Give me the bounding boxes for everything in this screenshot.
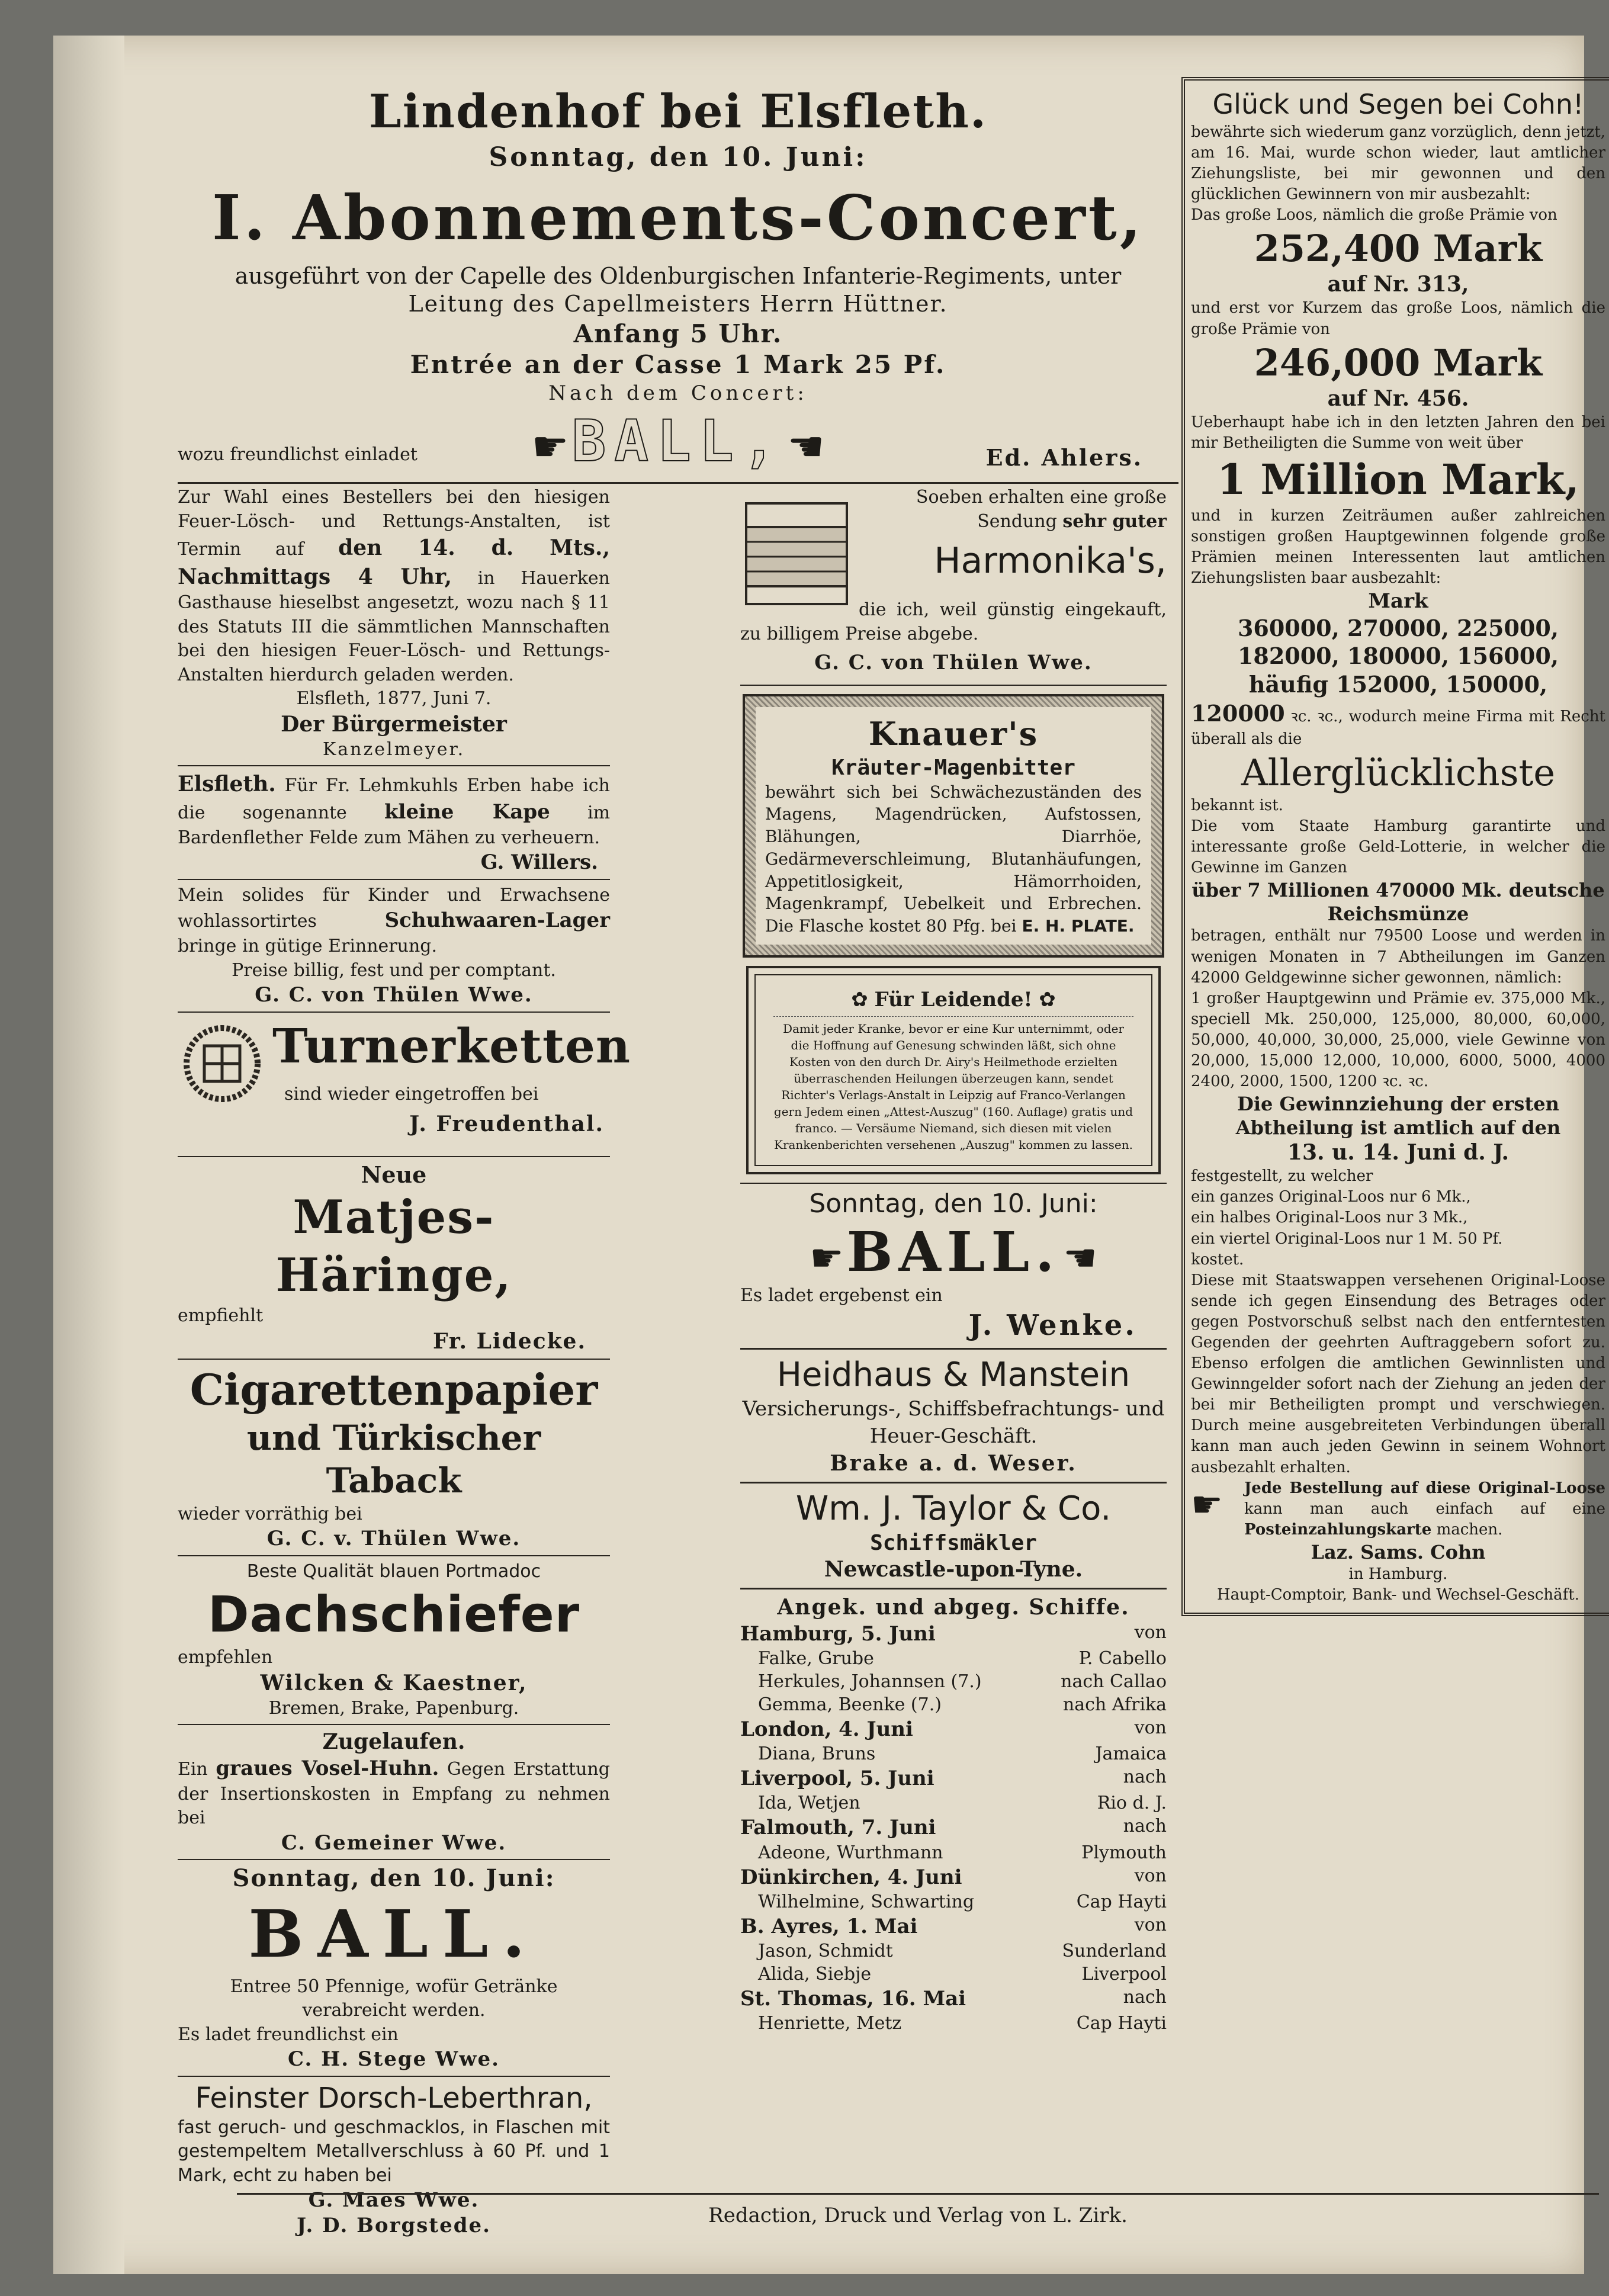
cohn-text-8: Die vom Staate Hamburg garantirte und interessante große Geld-Lotterie, in welcher die Gewinne im Ganzen: [1191, 817, 1605, 877]
willers-text-1: Für Fr. Lehmkuhls Erben habe ich die sogenannte: [178, 775, 610, 823]
ship-row: [740, 1864, 1167, 1890]
lindenhof-signer: Ed. Ahlers.: [985, 444, 1143, 471]
ship-row-left: Wilhelmine, Schwarting: [758, 1891, 975, 1912]
concert-start: Anfang 5 Uhr.: [573, 319, 783, 348]
ship-row-left: Falmouth, 7. Juni: [740, 1816, 936, 1840]
harmonika-text-1: Soeben erhalten eine große Sendung: [916, 487, 1167, 532]
flower-icon: ✿: [1039, 988, 1056, 1012]
dach-text-2: empfehlen: [178, 1647, 273, 1668]
dorsch-signer-1: G. Maes Wwe.: [308, 2188, 480, 2212]
heidhaus-place: Brake a. d. Weser.: [830, 1450, 1077, 1476]
knauer-title: Knauer's: [868, 715, 1039, 753]
harmonika-title: Harmonika's,: [934, 540, 1167, 582]
harmonika-text-2: die ich, weil günstig eingekauft, zu billigem Preise abgebe.: [740, 599, 1167, 644]
ship-row: [740, 1963, 1167, 1986]
taylor-title: Wm. J. Taylor & Co.: [795, 1489, 1112, 1528]
ship-row: [740, 1913, 1167, 1939]
cohn-text-11: festgestellt, zu welcher: [1191, 1167, 1373, 1186]
cohn-bestellung: [1191, 1478, 1605, 1540]
pointing-hand-right-icon: ☛: [1191, 1483, 1223, 1526]
willers-town: Elsfleth.: [178, 772, 276, 797]
notice-place: Elsfleth, 1877, Juni 7.: [296, 688, 492, 709]
cohn-bestellung-1: Jede Bestellung auf diese Original-Loose: [1244, 1479, 1605, 1497]
cohn-ziehung-2: 13. u. 14. Juni d. J.: [1287, 1140, 1510, 1165]
schuh-text-2: bringe in gütige Erinnerung.: [178, 936, 438, 957]
ship-row-right: Plymouth: [1081, 1842, 1167, 1863]
divider: [178, 1011, 610, 1013]
pointing-hand-left-icon: ☚: [787, 422, 825, 471]
dach-signer: Wilcken & Kaestner,: [260, 1670, 528, 1695]
ball3-signer: J. Wenke.: [968, 1309, 1137, 1343]
cohn-mark: Mark: [1368, 589, 1428, 614]
schiffe-title: Angek. und abgeg. Schiffe.: [777, 1594, 1130, 1620]
cohn-ad: [1181, 77, 1609, 1616]
leidende-text: Damit jeder Kranke, bevor er eine Kur unternimmt, oder die Hoffnung auf Genesung schwinden läßt, sich ohne Kosten von den durch Dr. Airy's Heilmethode erzielten überraschenden Heilungen überzeugen kann, sendet Richter's Verlags-Anstalt in Leipzig auf Franco-Verlangen gern Jedem einen „Attest-Auszug" (160. Auflage) gratis und franco. — Versäume Niemand, sich diesen mit vielen Krankenberichten versehenen „Auszug" kommen zu lassen.: [773, 1021, 1133, 1152]
ship-row-left: Diana, Bruns: [758, 1743, 876, 1765]
knauer-subtitle: Kräuter-Magenbitter: [831, 755, 1075, 780]
notice-office: Der Bürgermeister: [281, 711, 507, 737]
turnerketten-title: Turnerketten: [272, 1017, 631, 1074]
dach-text-1: Beste Qualität blauen Portmadoc: [246, 1560, 541, 1582]
ship-row: [740, 1716, 1167, 1742]
ship-row-left: Dünkirchen, 4. Juni: [740, 1865, 962, 1889]
cohn-text-7: bekannt ist.: [1191, 797, 1283, 815]
ship-row-left: Hamburg, 5. Juni: [740, 1621, 936, 1646]
divider: [178, 1359, 610, 1360]
ship-row-right: nach Callao: [1061, 1671, 1167, 1693]
ship-row: [740, 1939, 1167, 1963]
ship-row-left: Henriette, Metz: [758, 2013, 902, 2034]
cohn-text-3: und erst vor Kurzem das große Loos, nämlich die große Prämie von: [1191, 299, 1605, 338]
ship-row-left: B. Ayres, 1. Mai: [740, 1914, 918, 1938]
divider: [178, 1724, 610, 1725]
concert-after: Nach dem Concert:: [548, 381, 808, 405]
divider: [178, 879, 610, 880]
schuh-text-1: Mein solides für Kinder und Erwachsene wohlassortirtes: [178, 884, 610, 932]
cigaretten-text: wieder vorräthig bei: [178, 1503, 362, 1524]
pointing-hand-left-icon: ☚: [1063, 1236, 1097, 1280]
knauer-signer: E. H. PLATE.: [1022, 916, 1135, 936]
divider: [740, 685, 1167, 686]
knauer-text: bewährt sich bei Schwächezuständen des Magens, Magendrücken, Aufstossen, Blähungen, Diarrhöe, Gedärmeverschleimung, Blutanhäufungen, Appetitlosigkeit, Hämorrhoiden, Magenkrampf, Uebelkeit und Erbrechen. Die Flasche kostet 80 Pfg. bei: [765, 782, 1142, 936]
ship-row-right: Cap Hayti: [1076, 2013, 1167, 2034]
cohn-allergluecklich: Allerglücklichste: [1241, 750, 1556, 794]
ship-row: [740, 1621, 1167, 1647]
turnerketten-text: sind wieder eingetroffen bei: [284, 1083, 539, 1104]
ball2-text-1: Entree 50 Pfennige, wofür Getränke verabreicht werden.: [230, 1976, 558, 2021]
ball2-signer: C. H. Stege Wwe.: [288, 2047, 500, 2072]
concert-entry: Entrée an der Casse 1 Mark 25 Pf.: [410, 350, 946, 379]
ship-row-left: Jason, Schmidt: [758, 1940, 893, 1961]
cohn-numbers-4: 120000: [1191, 700, 1285, 727]
dorsch-text: fast geruch- und geschmacklos, in Flaschen mit gestempeltem Metallverschluss à 60 Pf. und 1 Mark, echt zu haben bei: [178, 2117, 610, 2186]
dach-title: Dachschiefer: [207, 1585, 580, 1644]
ship-row-right: von: [1134, 1914, 1167, 1935]
harmonika-bold: sehr guter: [1062, 510, 1167, 532]
ship-row: [740, 1841, 1167, 1864]
leidende-ad: [746, 966, 1161, 1174]
cigaretten-title: Cigarettenpapier: [190, 1364, 598, 1415]
cohn-ziehung-1: Die Gewinnziehung der ersten Abtheilung ist amtlich auf den: [1235, 1093, 1561, 1139]
cohn-text-10: 1 großer Hauptgewinn und Prämie ev. 375,000 Mk., speciell Mk. 250,000, 125,000, 80,000, 60,000, 50,000, 40,000, 30,000, 25,000, viele Gewinne von 20,000, 15,000 12,000, 10,000, 6000, 5000, 4000 2400, 2000, 1500, 1200 ꝛc. ꝛc.: [1191, 989, 1605, 1091]
pointing-hand-right-icon: ☛: [810, 1236, 844, 1280]
cohn-footer: Haupt-Comptoir, Bank- und Wechsel-Geschäft.: [1216, 1586, 1580, 1604]
divider: [237, 2193, 1599, 2195]
willers-text-2: im Bardenflether Felde zum Mähen zu verheuern.: [178, 802, 611, 848]
cohn-numbers-1: 360000, 270000, 225000,: [1237, 614, 1559, 641]
harmonika-signer: G. C. von Thülen Wwe.: [814, 651, 1093, 675]
ball3-title: BALL.: [846, 1219, 1061, 1284]
harmonika-icon: [740, 486, 853, 610]
divider: [773, 1016, 1133, 1017]
divider: [178, 1859, 610, 1860]
zugelaufen-text-2: Gegen Erstattung der Insertionskosten in Empfang zu nehmen bei: [178, 1759, 610, 1829]
lindenhof-title: Lindenhof bei Elsfleth.: [368, 85, 988, 139]
ship-row: [740, 1765, 1167, 1791]
cohn-text-1: bewährte sich wiederum ganz vorzüglich, denn jetzt, am 16. Mai, wurde schon wieder, laut amtlicher Ziehungsliste, bei mir gewonnen und den glücklichen Gewinnern von mir ausbezahlt:: [1191, 123, 1605, 203]
ship-row-right: nach: [1123, 1767, 1167, 1788]
divider: [740, 1588, 1167, 1589]
lindenhof-invite: wozu freundlichst einladet: [178, 444, 417, 465]
matjes-title: Matjes-Häringe,: [275, 1190, 512, 1302]
concert-title: I. Abonnements-Concert,: [211, 181, 1145, 254]
ship-row-right: von: [1134, 1717, 1167, 1739]
flower-icon: ✿: [851, 988, 868, 1012]
cohn-text-2: Das große Loos, nämlich die große Prämie von: [1191, 205, 1557, 224]
ship-row-right: P. Cabello: [1078, 1648, 1167, 1669]
ship-row-left: Ida, Wetjen: [758, 1793, 860, 1814]
wreath-emblem-icon: [178, 1016, 266, 1111]
ship-row-left: St. Thomas, 16. Mai: [740, 1986, 966, 2011]
divider: [178, 765, 610, 766]
zugelaufen-title: Zugelaufen.: [322, 1729, 465, 1755]
notice-text-2: in Hauerken Gasthause hieselbst angesetzt, wozu nach § 11 des Statuts III die sämmtlichen Mannschaften bei den hiesigen Feuer-Lösch- und Rettungs-Anstalten hierdurch geladen werden.: [178, 567, 610, 685]
zugelaufen-text-1: Ein: [178, 1759, 208, 1780]
schiffe-list: [740, 1621, 1167, 2035]
turnerketten-signer: J. Freudenthal.: [409, 1111, 604, 1136]
ship-row-right: Rio d. J.: [1097, 1793, 1167, 1814]
ship-row: [740, 1742, 1167, 1765]
divider: [178, 482, 1178, 484]
ship-row: [740, 1986, 1167, 2012]
schuh-signer: G. C. von Thülen Wwe.: [255, 983, 533, 1007]
cohn-bestellung-3: Posteinzahlungskarte: [1244, 1520, 1432, 1539]
ship-row-left: Herkules, Johannsen (7.): [758, 1671, 982, 1693]
ship-row-right: Liverpool: [1081, 1963, 1167, 1984]
ship-row-right: von: [1134, 1865, 1167, 1886]
cohn-numbers-2: 182000, 180000, 156000,: [1237, 643, 1559, 670]
ship-row-left: Alida, Siebje: [758, 1963, 872, 1984]
divider: [178, 1555, 610, 1556]
ship-row-right: Sunderland: [1062, 1940, 1167, 1961]
divider: [178, 1156, 610, 1157]
ship-row-right: nach Afrika: [1062, 1694, 1167, 1716]
cigaretten-signer: G. C. v. Thülen Wwe.: [266, 1527, 521, 1551]
taylor-subtitle: Schiffsmäkler: [870, 1530, 1037, 1555]
cohn-auf-1: auf Nr. 313,: [1327, 272, 1469, 297]
ship-row-right: nach: [1123, 1986, 1167, 2008]
schuh-bold: Schuhwaaren-Lager: [384, 908, 610, 933]
lindenhof-date: Sonntag, den 10. Juni:: [489, 142, 868, 172]
zugelaufen-signer: C. Gemeiner Wwe.: [281, 1831, 507, 1855]
dorsch-title: Feinster Dorsch-Leberthran,: [195, 2081, 593, 2115]
zugelaufen-bold: graues Vosel-Huhn.: [216, 1756, 439, 1781]
cohn-amount-2: 246,000 Mark: [1254, 341, 1543, 384]
ship-row-right: nach: [1123, 1816, 1167, 1837]
lindenhof-footer: [178, 444, 1178, 471]
cohn-text-6: ꝛc. ꝛc., wodurch meine Firma mit Recht überall als die: [1191, 708, 1606, 748]
cigaretten-subtitle: und Türkischer Taback: [246, 1417, 541, 1501]
matjes-neue: Neue: [361, 1161, 427, 1188]
ball3-date: Sonntag, den 10. Juni:: [809, 1188, 1098, 1219]
cohn-amount-1: 252,400 Mark: [1254, 226, 1543, 270]
divider: [740, 1183, 1167, 1184]
heidhaus-title: Heidhaus & Manstein: [776, 1356, 1131, 1395]
cohn-loos-1: ein ganzes Original-Loos nur 6 Mk.,: [1191, 1188, 1471, 1206]
ship-row: [740, 2012, 1167, 2035]
ship-row: [740, 1890, 1167, 1913]
newspaper-page: [53, 36, 1606, 2274]
divider: [740, 1348, 1167, 1350]
dach-places: Bremen, Brake, Papenburg.: [268, 1697, 519, 1719]
ship-row-left: Liverpool, 5. Juni: [740, 1767, 934, 1791]
ship-row-right: von: [1134, 1621, 1167, 1643]
notice-name: Kanzelmeyer.: [322, 738, 465, 760]
imprint-text: Redaction, Druck und Verlag von L. Zirk.: [708, 2204, 1128, 2227]
notice-bold: den 14. d. Mts., Nachmittags 4 Uhr,: [178, 535, 610, 589]
ship-row: [740, 1670, 1167, 1693]
cohn-text-9: betragen, enthält nur 79500 Loose und werden in wenigen Monaten in 7 Abtheilungen im Ganzen 42000 Geldgewinne sicher gewonnen, nämlich:: [1191, 927, 1605, 987]
cohn-signer: Laz. Sams. Cohn: [1311, 1540, 1486, 1563]
dorsch-signer-2: J. D. Borgstede.: [297, 2213, 491, 2237]
divider: [740, 1482, 1167, 1483]
matjes-signer: Fr. Lidecke.: [432, 1328, 586, 1354]
ship-row-left: Adeone, Wurthmann: [758, 1842, 943, 1863]
ship-row-left: Falke, Grube: [758, 1648, 874, 1669]
ball-title: BALL,: [571, 408, 785, 474]
cohn-auf-2: auf Nr. 456.: [1327, 386, 1469, 412]
matjes-text: empfiehlt: [178, 1305, 264, 1327]
page-gutter: [53, 36, 124, 2274]
divider: [178, 2076, 610, 2077]
taylor-place: Newcastle-upon-Tyne.: [824, 1556, 1083, 1582]
concert-line2: Leitung des Capellmeisters Herrn Hüttner.: [408, 291, 948, 317]
cohn-place: in Hamburg.: [1348, 1565, 1448, 1583]
cohn-loos-3: ein viertel Original-Loos nur 1 M. 50 Pf.: [1191, 1229, 1503, 1248]
ship-row: [740, 1647, 1167, 1670]
cohn-text-12: kostet.: [1191, 1250, 1244, 1269]
ball2-date: Sonntag, den 10. Juni:: [232, 1864, 555, 1893]
willers-bold: kleine Kape: [384, 799, 550, 824]
knauer-ad: [743, 694, 1164, 958]
cohn-loos-2: ein halbes Original-Loos nur 3 Mk.,: [1191, 1209, 1468, 1227]
cohn-text-5: und in kurzen Zeiträumen außer zahlreichen sonstigen großen Hauptgewinnen folgende große Prämien meinen Interessenten laut amtlichen Ziehungslisten baar ausbezahlt:: [1191, 506, 1605, 587]
cohn-million: 1 Million Mark,: [1217, 455, 1579, 505]
cohn-bestellung-2: kann man auch einfach auf eine: [1244, 1499, 1605, 1518]
cohn-numbers-3: häufig 152000, 150000,: [1248, 670, 1548, 698]
middle-stack: [740, 486, 1167, 2035]
heidhaus-text: Versicherungs-, Schiffsbefrachtungs- und Heuer-Geschäft.: [742, 1397, 1165, 1448]
ball3-text: Es ladet ergebenst ein: [740, 1285, 943, 1306]
ship-row-left: Gemma, Beenke (7.): [758, 1694, 942, 1716]
buergermeister-notice: [178, 486, 631, 2238]
schuh-price: Preise billig, fest und per comptant.: [232, 959, 556, 981]
notice-text-1: Zur Wahl eines Bestellers bei den hiesigen Feuer-Lösch- und Rettungs-Anstalten, ist Termin auf: [178, 487, 610, 560]
ship-row-right: Jamaica: [1095, 1743, 1167, 1765]
harmonika-ad: [740, 486, 1167, 681]
concert-line1: ausgeführt von der Capelle des Oldenburgischen Infanterie-Regiments, unter: [235, 262, 1122, 289]
ship-row: [740, 1693, 1167, 1716]
cohn-text-4: Ueberhaupt habe ich in den letzten Jahren den bei mir Betheiligten die Summe von weit über: [1191, 413, 1605, 452]
cohn-text-13: Diese mit Staatswappen versehenen Original-Loose sende ich gegen Einsendung des Betrages oder gegen Postvorschuß selbst nach den entferntesten Gegenden der geehrten Auftraggebern sofort zu. Ebenso erfolgen die amtlichen Gewinnlisten und Gewinngelder sofort nach der Ziehung an jeden der bei mir Betheiligten prompt und verschwiegen. Durch meine ausgebreiteten Verbindungen überall kann man auch jeden Gewinn in seinem Wohnort ausbezahlt erhalten.: [1191, 1271, 1605, 1476]
ship-row-left: London, 4. Juni: [740, 1717, 913, 1742]
ball2-text-2: Es ladet freundlichst ein: [178, 2024, 399, 2045]
leidende-title: Für Leidende!: [874, 988, 1033, 1012]
cohn-bold-8: über 7 Millionen 470000 Mk. deutsche Reichsmünze: [1192, 879, 1605, 926]
lindenhof-ad: [178, 77, 1178, 474]
imprint: [237, 2188, 1599, 2228]
cohn-bestellung-4: machen.: [1436, 1520, 1503, 1539]
ship-row: [740, 1791, 1167, 1815]
ship-row-right: Cap Hayti: [1076, 1891, 1167, 1912]
turnerketten-ad: [178, 1016, 631, 1152]
willers-signer: G. Willers.: [480, 850, 598, 875]
ship-row: [740, 1815, 1167, 1841]
cohn-title: Glück und Segen bei Cohn!: [1212, 88, 1584, 120]
pointing-hand-right-icon: ☛: [531, 422, 569, 471]
ball2-title: BALL.: [248, 1896, 539, 1973]
